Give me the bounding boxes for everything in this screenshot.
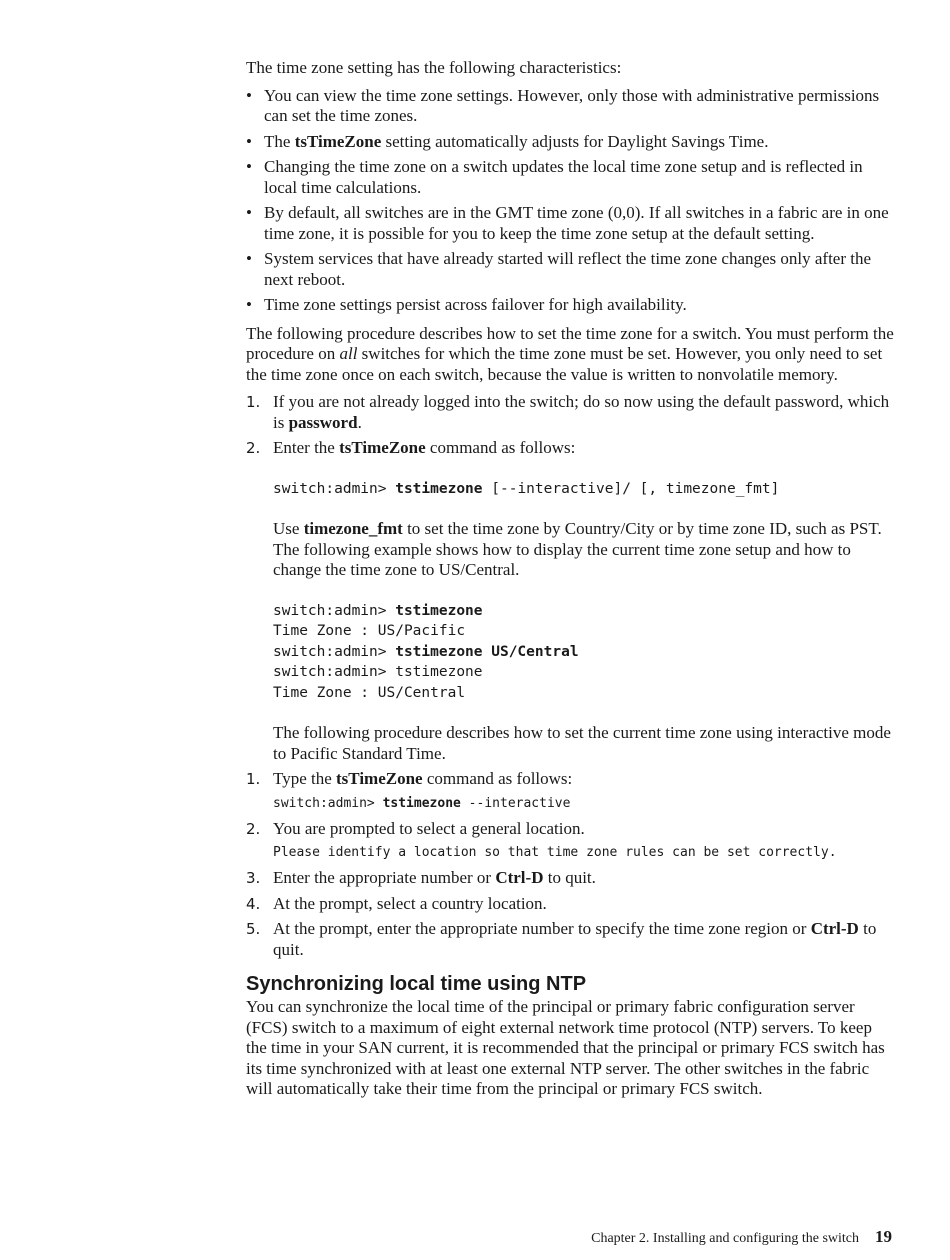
step-text: Enter the [273, 438, 340, 457]
timezone-fmt-term: timezone_fmt [303, 519, 403, 538]
example-intro: The following example shows how to display the current time zone setup and how to change the time zone to US/Central. [273, 539, 851, 579]
interactive-steps [246, 769, 894, 960]
usage-pre: Use [273, 519, 304, 538]
step-number: 4. [246, 894, 261, 913]
step-text: Type the [273, 769, 337, 788]
ntp-heading: Synchronizing local time using NTP [246, 973, 587, 995]
bullet-reboot [246, 249, 894, 290]
step-enter-number [246, 868, 894, 889]
code-line [273, 601, 894, 622]
code-args: [--interactive]/ [, timezone_fmt] [482, 480, 780, 497]
step-number: 3. [246, 869, 261, 887]
step-text: At the prompt, enter the appropriate number to specify the time zone region or [273, 919, 811, 938]
usage-text [273, 519, 894, 540]
procedure-text: switches for which the time zone must be set. However, you only need to set the time zone once on each switch, because the value is written to nonvolatile memory. [246, 344, 883, 384]
bullet-text: System services that have already started will reflect the time zone changes only after the next reboot. [264, 249, 872, 289]
code-prompt: switch:admin> [273, 795, 383, 811]
bullet-text: The [264, 131, 295, 151]
bullet-text: Time zone settings persist across failover for high availability. [264, 295, 687, 314]
bullet-text: By default, all switches are in the GMT time zone (0,0). If all switches in a fabric are in one time zone, it is possible for you to keep the time zone setup at the default setting. [264, 203, 889, 243]
example-code [273, 601, 894, 704]
step-select-country [246, 894, 894, 915]
code-line: switch:admin> tstimezone [273, 664, 483, 680]
ctrl-d-term: Ctrl-D [810, 919, 859, 938]
code-line: Time Zone : US/Central [273, 684, 466, 701]
step-text: to quit. [543, 868, 596, 887]
password-term: password [288, 412, 358, 432]
page-number: 19 [875, 1227, 892, 1246]
step-text: You are prompted to select a general location. [273, 818, 585, 838]
code-command: tstimezone [382, 795, 461, 811]
interactive-intro: The following procedure describes how to set the current time zone using interactive mode to Pacific Standard Time. [273, 723, 891, 763]
step-enter-command [246, 438, 894, 764]
procedure-text: The following procedure describes how to set the time zone for a switch. You must perform the procedure on [246, 323, 894, 363]
bullet-daylight-savings [246, 132, 894, 153]
bullet-text: Changing the time zone on a switch updates the local time zone setup and is reflected in local time calculations. [264, 157, 863, 197]
bullet-local-time [246, 157, 894, 198]
step-select-location [246, 819, 894, 864]
step-text: to quit. [273, 919, 877, 959]
page-footer [591, 1227, 892, 1247]
code-command: tstimezone US/Central [395, 643, 579, 660]
step-text: command as follows: [425, 438, 576, 457]
step-text: command as follows: [422, 769, 573, 788]
step-text: At the prompt, select a country location. [273, 893, 547, 913]
step-number: 5. [246, 920, 261, 938]
location-prompt-code: Please identify a location so that time zone rules can be set correctly. [273, 845, 837, 860]
step-number: 2. [246, 819, 261, 838]
step-number: 1. [246, 770, 261, 788]
code-line: Time Zone : US/Pacific [273, 623, 466, 639]
step-login [246, 392, 894, 433]
tstimezone-term: tsTimeZone [339, 438, 426, 457]
code-args: --interactive [460, 795, 571, 811]
code-prompt: switch:admin> [273, 643, 396, 660]
step-number: 1. [246, 393, 261, 411]
step-number: 2. [246, 439, 261, 457]
step-type-command [246, 769, 894, 814]
step-select-region [246, 919, 894, 960]
code-prompt: switch:admin> [273, 602, 396, 619]
bullet-failover [246, 295, 894, 316]
bullet-gmt-default [246, 203, 894, 244]
tstimezone-term: tsTimeZone [336, 769, 423, 788]
code-command: tstimezone [395, 480, 483, 497]
tstimezone-term: tsTimeZone [294, 131, 382, 151]
procedure-emphasis: all [339, 344, 358, 363]
ctrl-d-term: Ctrl-D [495, 868, 544, 887]
procedure-paragraph [246, 324, 894, 386]
chapter-title: Chapter 2. Installing and configuring the switch [591, 1231, 859, 1246]
interactive-command [273, 794, 894, 814]
intro-paragraph: The time zone setting has the following characteristics: [246, 58, 622, 77]
ntp-paragraph: You can synchronize the local time of the principal or primary fabric configuration server (FCS) switch to a maximum of eight external network time protocol (NTP) servers. To keep the time in your SAN current, it is recommended that the principal or primary FCS switch has its time synchronized with at least one external NTP server. The other switches in the fabric will automatically take their time from the principal or primary FCS switch. [246, 997, 885, 1098]
code-line [273, 642, 894, 663]
bullet-text: You can view the time zone settings. However, only those with administrative permissions can set the time zones. [264, 85, 880, 125]
code-command: tstimezone [395, 602, 483, 619]
step-text: If you are not already logged into the switch; do so now using the default password, which is [273, 392, 890, 432]
bullet-admin-permissions [246, 86, 894, 127]
set-timezone-steps [246, 392, 894, 764]
step-text: Enter the appropriate number or [273, 868, 496, 887]
page-content [246, 58, 894, 1107]
usage-post: to set the time zone by Country/City or by time zone ID, such as PST. [402, 519, 882, 538]
code-prompt: switch:admin> [273, 480, 396, 497]
bullet-text: setting automatically adjusts for Daylight Savings Time. [381, 131, 769, 151]
step-text: . [357, 412, 362, 432]
command-syntax [273, 479, 894, 500]
characteristics-list [246, 86, 894, 316]
